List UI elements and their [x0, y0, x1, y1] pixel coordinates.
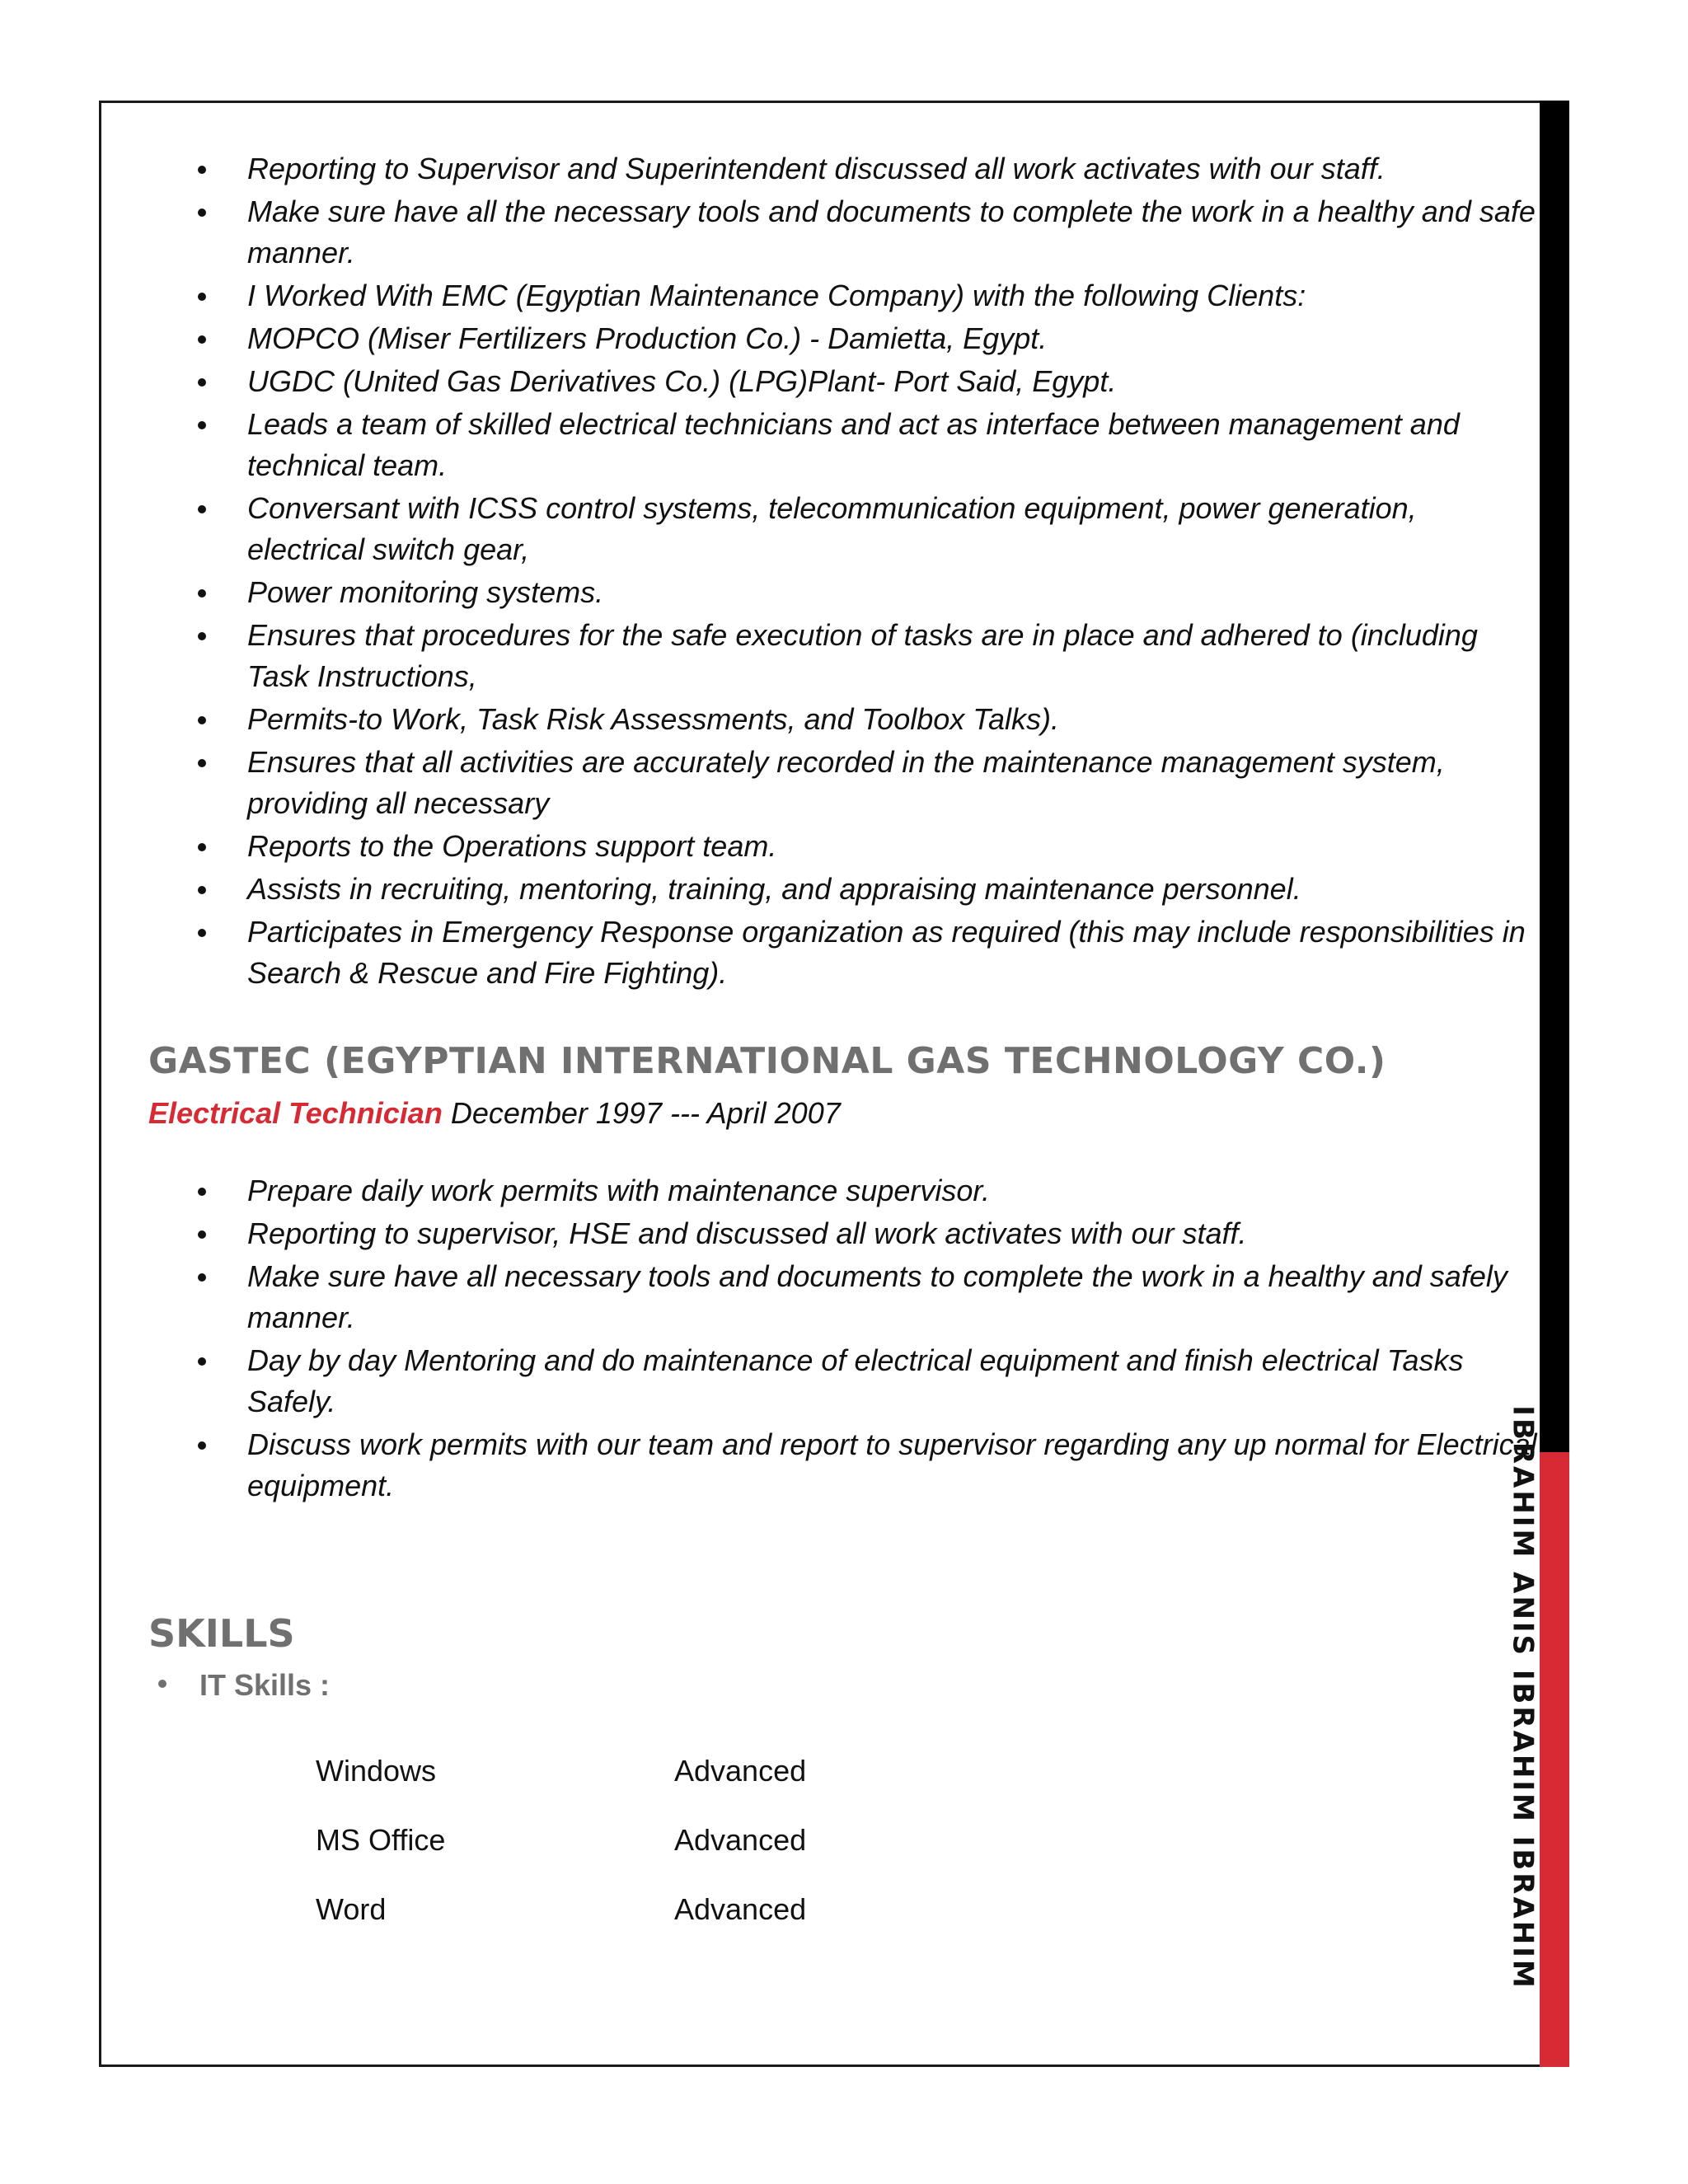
list-item-text: Leads a team of skilled electrical technicians and act as interface between management and technical team. — [247, 407, 1460, 482]
job-dates: December 1997 --- April 2007 — [450, 1096, 841, 1130]
list-item — [198, 1256, 1537, 1338]
list-item — [198, 191, 1537, 274]
bullet-icon — [198, 421, 206, 429]
list-item-text: Discuss work permits with our team and report to supervisor regarding any up normal for Electrical equipment. — [247, 1427, 1537, 1502]
bullet-icon — [198, 843, 206, 851]
bullet-icon — [198, 886, 206, 894]
list-item — [198, 1424, 1537, 1507]
list-item-text: MOPCO (Miser Fertilizers Production Co.) - Damietta, Egypt. — [247, 321, 1048, 355]
job-title: Electrical Technician — [148, 1096, 443, 1130]
list-item-text: Ensures that all activities are accurately recorded in the maintenance management system, providing all necessary — [247, 745, 1445, 820]
it-skills-text: IT Skills : — [199, 1668, 331, 1702]
skill-row — [316, 1754, 806, 1788]
bullet-icon — [158, 1680, 166, 1688]
list-item-text: Participates in Emergency Response organization as required (this may include responsibilities in Search & Rescue and Fire Fighting). — [247, 915, 1526, 990]
list-item-text: Assists in recruiting, mentoring, training, and appraising maintenance personnel. — [247, 872, 1301, 906]
list-item-text: Day by day Mentoring and do maintenance of electrical equipment and finish electrical Tasks Safely. — [247, 1343, 1464, 1418]
list-item-text: I Worked With EMC (Egyptian Maintenance Company) with the following Clients: — [247, 279, 1306, 312]
bullet-icon — [198, 929, 206, 937]
list-item — [198, 699, 1537, 740]
bullet-icon — [198, 716, 206, 724]
job-title-line — [148, 1096, 841, 1131]
bullet-icon — [198, 1230, 206, 1239]
list-item-text: Reporting to Supervisor and Superintendent discussed all work activates with our staff. — [247, 152, 1386, 185]
list-item — [198, 404, 1537, 486]
gastec-duties — [198, 1170, 1537, 1508]
list-item-text: Ensures that procedures for the safe execution of tasks are in place and adhered to (including Task Instructions, — [247, 618, 1478, 693]
bullet-icon — [198, 589, 206, 598]
bullet-icon — [198, 1273, 206, 1282]
list-item — [198, 488, 1537, 570]
skill-name: MS Office — [316, 1823, 446, 1857]
bullet-icon — [198, 759, 206, 767]
list-item-text: Make sure have all the necessary tools and documents to complete the work in a healthy and safe manner. — [247, 194, 1536, 269]
bullet-icon — [198, 335, 206, 344]
list-item — [198, 742, 1537, 824]
list-item-text: Permits-to Work, Task Risk Assessments, and Toolbox Talks). — [247, 702, 1059, 736]
list-item-text: Prepare daily work permits with maintenance supervisor. — [247, 1174, 991, 1207]
sidebar-bar-top — [1540, 101, 1569, 1452]
skills-heading: SKILLS — [148, 1611, 295, 1656]
previous-job-duties — [198, 148, 1537, 996]
bullet-icon — [198, 1441, 206, 1450]
company-heading: GASTEC (EGYPTIAN INTERNATIONAL GAS TECHNOLOGY CO.) — [148, 1040, 1386, 1082]
list-item — [198, 615, 1537, 697]
bullet-icon — [198, 209, 206, 217]
bullet-icon — [198, 505, 206, 513]
list-item — [198, 148, 1537, 190]
skill-level: Advanced — [674, 1754, 807, 1788]
list-item — [198, 1170, 1537, 1212]
bullet-icon — [198, 1188, 206, 1196]
skill-level: Advanced — [674, 1892, 807, 1926]
bullet-icon — [198, 293, 206, 301]
list-item — [198, 275, 1537, 316]
sidebar-name-text: IBRAHIM ANIS IBRAHIM IBRAHIM — [1507, 1405, 1540, 1990]
list-item — [198, 869, 1537, 910]
bullet-icon — [198, 1357, 206, 1366]
list-item — [198, 361, 1537, 402]
sidebar-bar-bottom — [1540, 1452, 1569, 2067]
list-item-text: Reports to the Operations support team. — [247, 829, 777, 863]
list-item-text: Power monitoring systems. — [247, 575, 604, 609]
bullet-icon — [198, 378, 206, 387]
list-item-text: Make sure have all necessary tools and documents to complete the work in a healthy and safely manner. — [247, 1259, 1507, 1334]
bullet-icon — [198, 166, 206, 174]
bullet-icon — [198, 632, 206, 640]
list-item — [198, 826, 1537, 867]
it-skills-label — [158, 1668, 330, 1703]
list-item — [198, 318, 1537, 359]
skill-level: Advanced — [674, 1823, 807, 1857]
skill-row — [316, 1892, 806, 1927]
list-item — [198, 1213, 1537, 1254]
skill-name: Word — [316, 1892, 387, 1926]
list-item — [198, 572, 1537, 613]
list-item-text: Conversant with ICSS control systems, telecommunication equipment, power generation, electrical switch gear, — [247, 491, 1417, 566]
skill-row — [316, 1823, 806, 1858]
list-item — [198, 1340, 1537, 1422]
list-item-text: Reporting to supervisor, HSE and discussed all work activates with our staff. — [247, 1216, 1247, 1250]
list-item-text: UGDC (United Gas Derivatives Co.) (LPG)Plant- Port Said, Egypt. — [247, 364, 1117, 398]
skill-name: Windows — [316, 1754, 437, 1788]
list-item — [198, 912, 1537, 994]
